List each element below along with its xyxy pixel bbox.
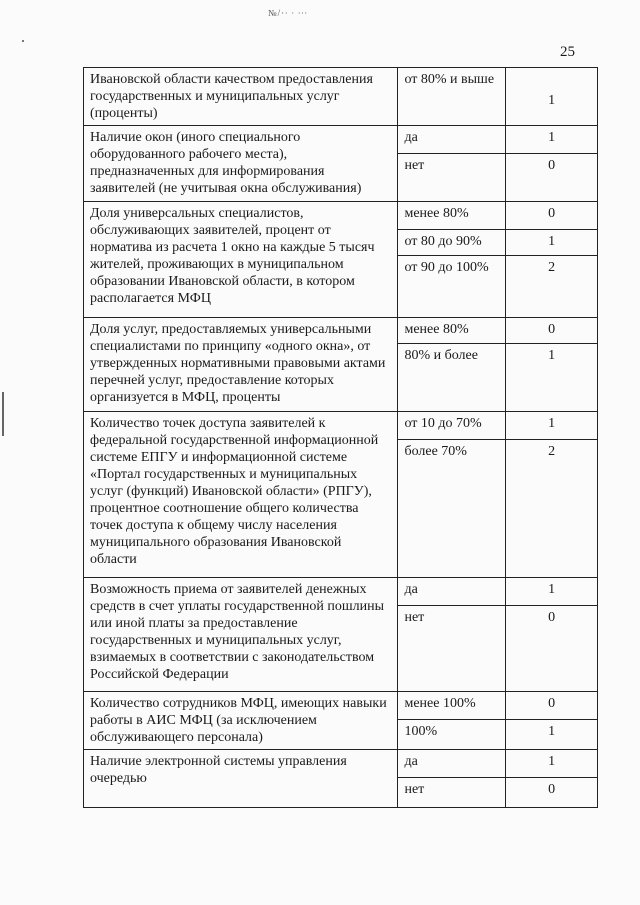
- option-score: 1: [506, 68, 598, 126]
- option-label: нет: [398, 778, 506, 808]
- option-score: 0: [506, 606, 598, 692]
- option-score: 1: [506, 578, 598, 606]
- criterion-description: Наличие электронной системы управления очередью: [84, 750, 398, 808]
- option-label: от 10 до 70%: [398, 412, 506, 440]
- criteria-table: [83, 67, 598, 808]
- table-row: [84, 318, 598, 344]
- table-row: [84, 202, 598, 230]
- option-label: 100%: [398, 720, 506, 750]
- table-row: [84, 692, 598, 720]
- table-row: [84, 578, 598, 606]
- option-score: 0: [506, 778, 598, 808]
- option-label: да: [398, 126, 506, 154]
- option-score: 2: [506, 256, 598, 318]
- option-score: 1: [506, 720, 598, 750]
- option-score: 1: [506, 412, 598, 440]
- page-number: 25: [560, 44, 575, 60]
- option-score: 0: [506, 202, 598, 230]
- scan-dot: [22, 40, 24, 42]
- option-label: от 80% и выше: [398, 68, 506, 126]
- option-score: 1: [506, 344, 598, 412]
- criterion-description: Наличие окон (иного специального оборудованного рабочего места), предназначенных для информирования заявителей (не учитывая окна обслуживания): [84, 126, 398, 202]
- option-label: менее 80%: [398, 202, 506, 230]
- option-label: менее 100%: [398, 692, 506, 720]
- option-score: 1: [506, 750, 598, 778]
- option-label: от 80 до 90%: [398, 230, 506, 256]
- criterion-description: Количество точек доступа заявителей к федеральной государственной информационной системе ЕПГУ и информационной системе «Портал государственных и муниципальных услуг (функций) Ивановской области» (РПГУ), процентное соотношение общего количества точек доступа к общему числу населения муниципального образования Ивановской области: [84, 412, 398, 578]
- option-label: да: [398, 750, 506, 778]
- scan-mark: №/·∙ ∙ ∙∙∙: [268, 8, 308, 18]
- table-row: [84, 412, 598, 440]
- criterion-description: Ивановской области качеством предоставления государственных и муниципальных услуг (проценты): [84, 68, 398, 126]
- table-row: [84, 750, 598, 778]
- option-score: 0: [506, 154, 598, 202]
- option-label: 80% и более: [398, 344, 506, 412]
- option-score: 1: [506, 230, 598, 256]
- option-label: более 70%: [398, 440, 506, 578]
- table-row: [84, 126, 598, 154]
- criterion-description: Доля универсальных специалистов, обслуживающих заявителей, процент от норматива из расчета 1 окно на каждые 5 тысяч жителей, проживающих в муниципальном образовании Ивановской области, в котором располагается МФЦ: [84, 202, 398, 318]
- option-score: 1: [506, 126, 598, 154]
- criterion-description: Возможность приема от заявителей денежных средств в счет уплаты государственной пошлины или иной платы за предоставление государственных и муниципальных услуг, взимаемых в соответствии с законодательством Российской Федерации: [84, 578, 398, 692]
- option-label: менее 80%: [398, 318, 506, 344]
- option-label: нет: [398, 606, 506, 692]
- table-row: [84, 68, 598, 126]
- scan-margin-mark: [2, 392, 4, 436]
- option-score: 0: [506, 318, 598, 344]
- criterion-description: Доля услуг, предоставляемых универсальными специалистами по принципу «одного окна», от утвержденных нормативными правовыми актами перечней услуг, предоставление которых организуется в МФЦ, проценты: [84, 318, 398, 412]
- option-score: 0: [506, 692, 598, 720]
- option-label: от 90 до 100%: [398, 256, 506, 318]
- option-score: 2: [506, 440, 598, 578]
- option-label: нет: [398, 154, 506, 202]
- criterion-description: Количество сотрудников МФЦ, имеющих навыки работы в АИС МФЦ (за исключением обслуживающего персонала): [84, 692, 398, 750]
- option-label: да: [398, 578, 506, 606]
